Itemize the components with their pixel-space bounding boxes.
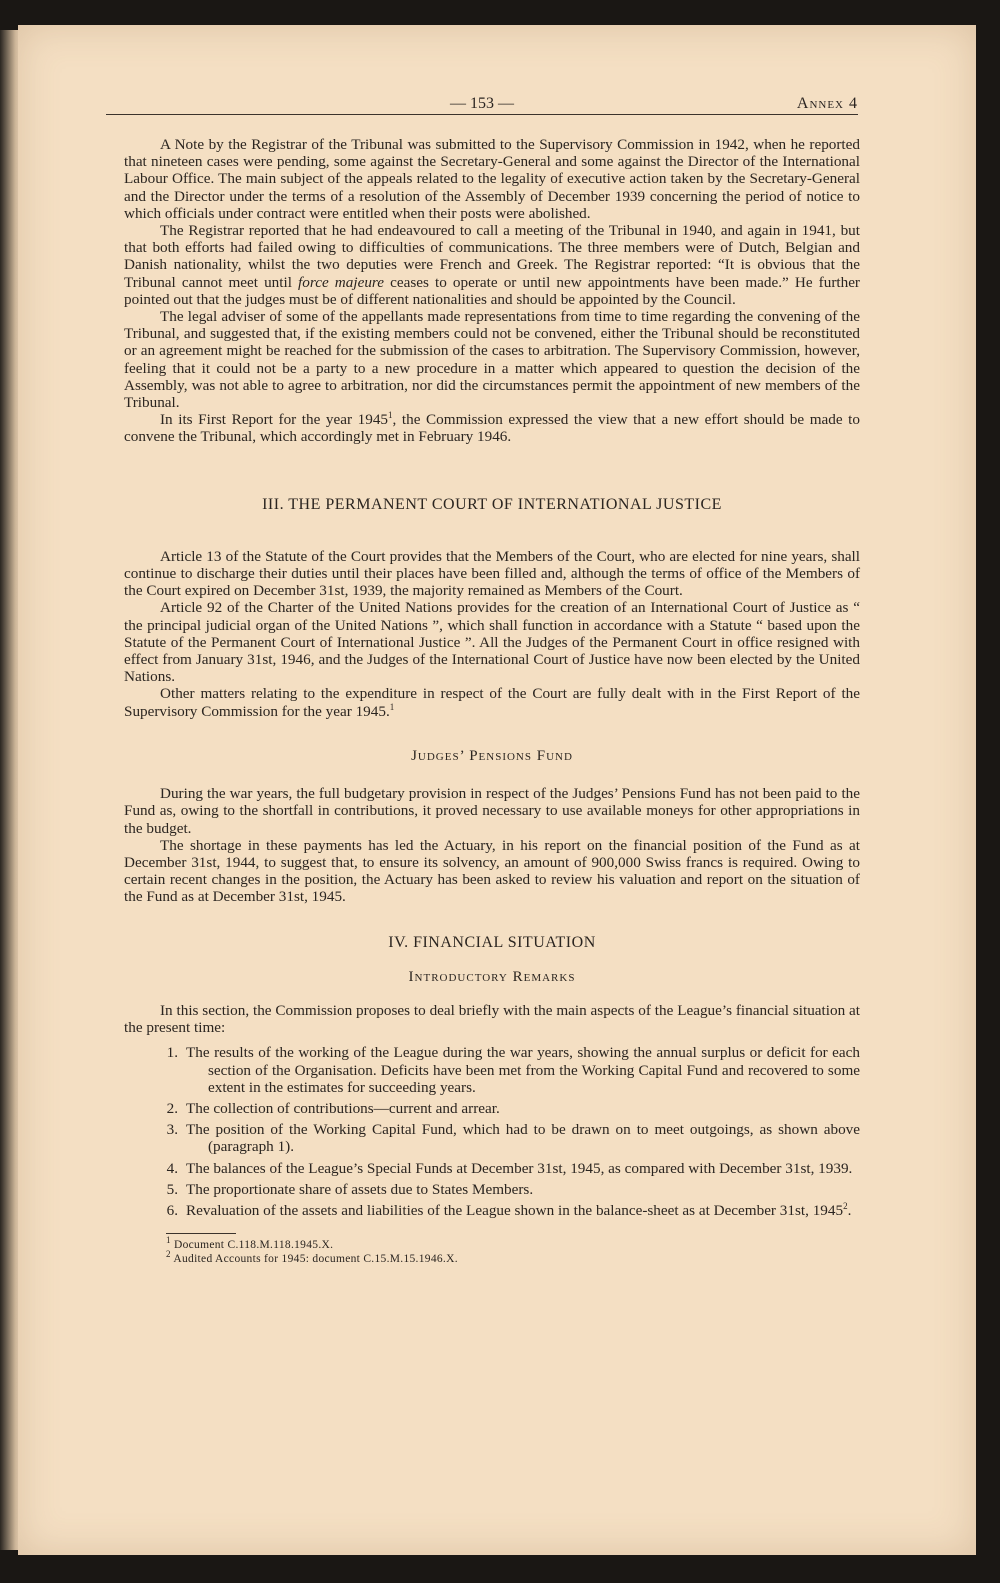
list-item: 3. The position of the Working Capital Fund, which had to be drawn on to meet outgoings, as shown above (paragraph 1).	[166, 1121, 860, 1156]
footnote-ref: 1	[388, 410, 393, 421]
introductory-remarks-heading: Introductory Remarks	[408, 968, 576, 985]
list-item: 5. The proportionate share of assets due to States Members.	[166, 1180, 534, 1198]
tribunal-paragraph-2: The Registrar reported that he had endeavoured to call a meeting of the Tribunal in 1940, and again in 1941, but that both efforts had failed owing to difficulties of communications. The three members were of Dutch, Belgian and Danish nationality, whilst the two deputies were French and Greek. The Registrar reported: “It is obvious that the Tribunal cannot meet until force majeure ceases to operate or until new appointments have been made.” He further pointed out that the judges must be of different nationalities and should be appointed by the Council.	[124, 222, 860, 308]
court-paragraph-1: Article 13 of the Statute of the Court provides that the Members of the Court, who are elected for nine years, shall continue to discharge their duties until their places have been filled and, although the terms of office of the Members of the Court expired on December 31st, 1939, the majority remained as Members of the Court.	[124, 547, 860, 600]
court-paragraph-3: Other matters relating to the expenditure in respect of the Court are fully dealt with in the First Report of the Supervisory Commission for the year 1945.$^1$	[124, 685, 860, 720]
annex-label: Annex 4	[796, 95, 858, 112]
pensions-heading: Judges’ Pensions Fund	[411, 747, 573, 764]
list-item: 1. The results of the working of the League during the war years, showing the annual surplus or deficit for each section of the Organisation. Deficits have been met from the Working Capital Fund and recovered to some extent in the estimates for succeeding years.	[166, 1044, 860, 1096]
financial-section-heading: IV. FINANCIAL SITUATION	[388, 933, 596, 951]
footnote-rule	[166, 1233, 236, 1234]
header-rule	[106, 114, 858, 115]
financial-intro: In this section, the Commission proposes to deal briefly with the main aspects of the League’s financial situation at the present time:	[124, 1001, 860, 1037]
list-item: 4. The balances of the League’s Special Funds at December 31st, 1945, as compared with December 31st, 1939.	[166, 1159, 853, 1177]
footnote-1: $^1$ Document C.118.M.118.1945.X.	[166, 1235, 334, 1252]
financial-aspects-list	[124, 1044, 860, 1219]
list-item: 6. Revaluation of the assets and liabilities of the League shown in the balance-sheet as at December 31st, 1945$^2$.	[166, 1200, 852, 1219]
court-paragraph-2: Article 92 of the Charter of the United Nations provides for the creation of an International Court of Justice as “ the principal judicial organ of the United Nations ”, which shall function in accordance with a Statute “ based upon the Statute of the Permanent Court of International Justice ”. All the Judges of the Permanent Court in office resigned with effect from January 31st, 1946, and the Judges of the International Court of Justice have now been elected by the United Nations.	[124, 599, 860, 686]
tribunal-paragraph-1: A Note by the Registrar of the Tribunal was submitted to the Supervisory Commission in 1942, when he reported that nineteen cases were pending, some against the Secretary-General and some against the Director of the International Labour Office. The main subject of the appeals related to the legality of executive action taken by the Secretary-General and the Director under the terms of a resolution of the Assembly of December 1939 concerning the period of notice to which officials under contract were entitled when their posts were abolished.	[124, 136, 860, 222]
italic-phrase: force majeure	[298, 273, 384, 291]
pensions-paragraph-1: During the war years, the full budgetary provision in respect of the Judges’ Pensions Fund has not been paid to the Fund as, owing to the shortfall in contributions, it proved necessary to use available moneys for other appropriations in the budget.	[124, 785, 860, 837]
page-body	[124, 136, 860, 1266]
page-number: — 153 —	[450, 95, 514, 112]
page-header	[106, 95, 858, 115]
court-section-heading: III. THE PERMANENT COURT OF INTERNATIONAL JUSTICE	[262, 495, 722, 513]
tribunal-paragraph-4: In its First Report for the year 1945$^1$, the Commission expressed the view that a new effort should be made to convene the Tribunal, which accordingly met in February 1946.	[124, 410, 860, 446]
footnote-ref: 1	[389, 701, 395, 712]
tribunal-paragraph-3: The legal adviser of some of the appellants made representations from time to time regarding the convening of the Tribunal, and suggested that, if the existing members could not be convened, either the Tribunal should be reconstituted or an agreement might be reached for the submission of the cases to arbitration. The Supervisory Commission, however, feeling that it could not be a party to a new procedure in a matter which appeared to question the decision of the Assembly, was not able to agree to arbitration, nor did the circumstances permit the appointment of new members of the Tribunal.	[124, 308, 860, 412]
footnote-2: $^2$ Audited Accounts for 1945: document C.15.M.15.1946.X.	[166, 1249, 458, 1266]
footnote-ref: 2	[843, 1200, 848, 1211]
pensions-paragraph-2: The shortage in these payments has led the Actuary, in his report on the financial position of the Fund as at December 31st, 1944, to suggest that, to ensure its solvency, an amount of 900,000 Swiss francs is required. Owing to certain recent changes in the position, the Actuary has been asked to review his valuation and report on the situation of the Fund as at December 31st, 1945.	[124, 836, 860, 906]
list-item: 2. The collection of contributions—current and arrear.	[166, 1099, 500, 1117]
